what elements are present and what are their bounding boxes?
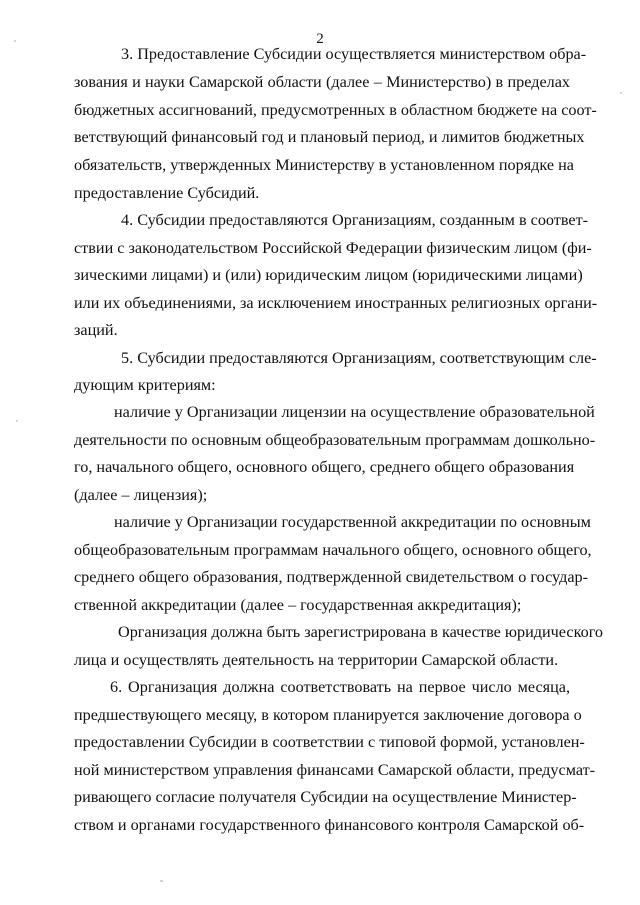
page-number: 2 xyxy=(316,31,324,47)
paragraph-4-line: зическими лицами) и (или) юридическим лицом (юридическими лицами) xyxy=(74,266,583,284)
criterion-1-line: деятельности по основным общеобразовательным программам дошкольно- xyxy=(74,431,596,449)
criterion-3-line: лица и осуществлять деятельность на территории Самарской области. xyxy=(74,651,559,669)
paragraph-6-line: предоставлении Субсидии в соответствии с типовой формой, установлен- xyxy=(74,733,585,751)
criterion-1-line: (далее – лицензия); xyxy=(74,486,208,504)
paragraph-6-line: предшествующего месяцу, в котором планируется заключение договора о xyxy=(74,706,582,724)
paragraph-4-line: заций. xyxy=(74,321,118,339)
paragraph-3-line: бюджетных ассигнований, предусмотренных в областном бюджете на соот- xyxy=(74,101,597,119)
paragraph-5-line: 5. Субсидии предоставляются Организациям, соответствующим сле- xyxy=(121,349,597,367)
paragraph-6-line: ством и органами государственного финансового контроля Самарской об- xyxy=(74,816,585,834)
paragraph-3-line: зования и науки Самарской области (далее – Министерство) в пределах xyxy=(74,73,570,91)
paragraph-3-line: 3. Предоставление Субсидии осуществляется министерством обра- xyxy=(121,45,587,63)
criterion-1-line: го, начального общего, основного общего, среднего общего образования xyxy=(74,458,575,476)
scan-speck xyxy=(620,92,622,94)
criterion-2-line: среднего общего образования, подтвержденной свидетельством о государ- xyxy=(74,568,589,586)
scan-speck xyxy=(16,420,18,422)
paragraph-3-line: предоставление Субсидий. xyxy=(74,184,260,202)
criterion-2-line: наличие у Организации государственной аккредитации по основным xyxy=(114,513,591,531)
paragraph-4-line: или их объединениями, за исключением иностранных религиозных органи- xyxy=(74,294,598,312)
paragraph-3-line: обязательств, утвержденных Министерству в установленном порядке на xyxy=(74,156,574,174)
criterion-1-line: наличие у Организации лицензии на осуществление образовательной xyxy=(114,403,595,421)
scan-speck xyxy=(14,40,16,42)
criterion-3-line: Организация должна быть зарегистрирована в качестве юридического xyxy=(118,623,604,641)
criterion-2-line: общеобразовательным программам начального общего, основного общего, xyxy=(74,541,592,559)
paragraph-4-line: 4. Субсидии предоставляются Организациям, созданным в соответ- xyxy=(121,211,589,229)
paragraph-6-line: ной министерством управления финансами Самарской области, предусмат- xyxy=(74,761,596,779)
paragraph-3-line: ветствующий финансовый год и плановый период, и лимитов бюджетных xyxy=(74,128,585,146)
paragraph-6-line: ривающего согласие получателя Субсидии на осуществление Министер- xyxy=(74,788,577,806)
paragraph-4-line: ствии с законодательством Российской Федерации физическим лицом (фи- xyxy=(74,239,592,257)
paragraph-6-line: 6. Организация должна соответствовать на первое число месяца, xyxy=(110,678,570,696)
scan-speck xyxy=(160,880,163,882)
criterion-2-line: ственной аккредитации (далее – государственная аккредитация); xyxy=(74,596,522,614)
paragraph-5-line: дующим критериям: xyxy=(74,376,216,394)
